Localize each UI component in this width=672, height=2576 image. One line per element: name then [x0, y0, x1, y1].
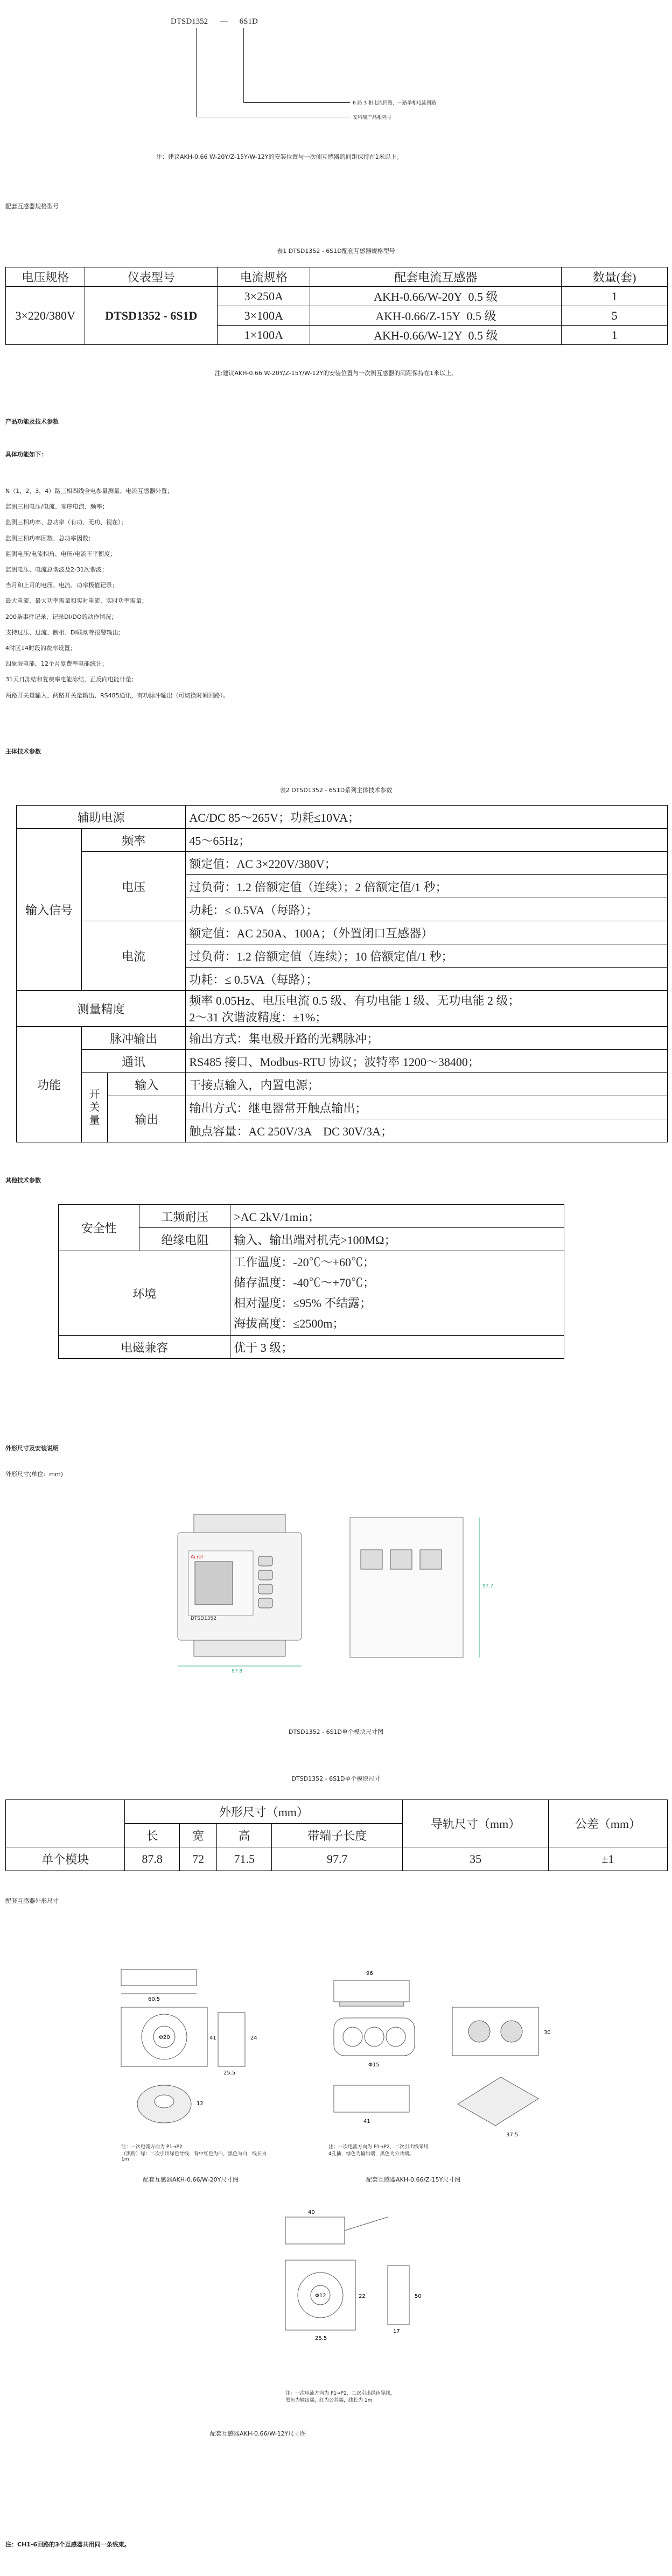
ct3-dim: 40	[308, 2210, 315, 2215]
t4-cell: 72	[180, 1847, 217, 1871]
t4-sub: 高	[217, 1824, 272, 1847]
t1-ct-class: 0.5 级	[468, 329, 498, 342]
t4-h-tol: 公差（mm）	[548, 1800, 667, 1847]
function-item: 监测电压/电流相角、电压/电流不平衡度；	[5, 550, 116, 557]
t1-ct	[310, 326, 562, 345]
footnote: 注：CH1-6回路的3个互感器共用同一条线束。	[5, 2541, 130, 2548]
ct2-iso-view	[458, 2077, 538, 2126]
ct3-dim: 50	[415, 2293, 422, 2299]
t4-cell: 97.7	[272, 1847, 403, 1871]
meter-lcd-screen	[195, 1562, 233, 1605]
t2-acc-label: 测量精度	[17, 991, 186, 1027]
t3-env-values	[230, 1251, 564, 1336]
table1	[5, 267, 668, 345]
ct1-dim: 24	[250, 2035, 257, 2041]
fig1-caption: DTSD1352 - 6S1D单个模块尺寸图	[288, 1728, 384, 1735]
meter-side-body	[350, 1518, 463, 1657]
t4-row-label: 单个模块	[6, 1847, 125, 1871]
t2-acc-row: 2～31 次谐波精度：±1%；	[189, 1011, 327, 1024]
function-item: 31天日冻结和复费率电能冻结，正反向电能计量；	[5, 676, 137, 683]
section-functions: 具体功能如下：	[5, 451, 47, 458]
t3-env-row: 相对湿度：≤95% 不结露；	[234, 1296, 372, 1310]
ct2-dim: Φ15	[368, 2062, 380, 2068]
t2-curr-row: 额定值：AC 250A、100A；（外置闭口互感器）	[186, 921, 668, 944]
t3-pf-label: 工频耐压	[139, 1205, 230, 1228]
t2-out-label: 输出	[108, 1096, 186, 1142]
t2-pulse-value: 输出方式：集电极开路的光耦脉冲；	[186, 1027, 668, 1050]
ct3-note: 注：一次电流方向为 P1→P2，二次引出绿色导线， 黑色为输出端，红为公共端，线长为 1m	[285, 2391, 395, 2403]
ct2-side-window	[468, 2021, 490, 2042]
meter-side-terminal	[361, 1550, 382, 1569]
ct3-dim: 25.5	[315, 2335, 327, 2341]
model-prefix: DTSD1352	[171, 17, 208, 26]
t2-out-row: 触点容量：AC 250V/3A DC 30V/3A；	[186, 1119, 668, 1142]
t2-comm-label: 通讯	[81, 1050, 185, 1073]
function-item: 200条事件记录，记录DI/DO的动作情况；	[5, 613, 117, 620]
meter-top-terminal	[194, 1514, 285, 1533]
ct2-top-view	[334, 1980, 409, 2002]
ct1-dim: 12	[197, 2101, 204, 2107]
function-item: 四象限电能，12个月复费率电能统计；	[5, 660, 108, 668]
t4-cell: 35	[403, 1847, 548, 1871]
t2-out-row: 输出方式：继电器常开触点输出；	[186, 1096, 668, 1119]
t4-cell: 87.8	[125, 1847, 180, 1871]
t1-header: 配套电流互感器	[310, 267, 562, 287]
t2-aux-label: 辅助电源	[17, 806, 186, 829]
t2-volt-row: 过负荷：1.2 倍额定值（连续）；2 倍额定值/1 秒；	[186, 875, 668, 898]
t1-voltage: 3×220/380V	[6, 287, 85, 345]
t1-header: 电压规格	[6, 267, 85, 287]
t3-emc-value: 优于 3 级；	[230, 1336, 564, 1359]
t2-curr-row: 功耗：≤ 0.5VA（每路）；	[186, 968, 668, 991]
function-item: 监测电压、电流总谐波及2-31次谐波；	[5, 566, 108, 574]
t4-cell: 71.5	[217, 1847, 272, 1871]
meter-key-button[interactable]	[258, 1570, 272, 1580]
model-code	[171, 17, 258, 26]
table4	[5, 1799, 668, 1871]
ct2-bottom-view	[334, 2085, 409, 2112]
t1-header: 仪表型号	[85, 267, 218, 287]
ct3-lead-wire	[345, 2217, 388, 2231]
ct3-top-view	[285, 2217, 345, 2244]
t4-cell: ±1	[548, 1847, 667, 1871]
ct2-window-c	[386, 2027, 405, 2046]
t1-current: 1×100A	[218, 326, 310, 345]
t4-sub: 带端子长度	[272, 1824, 403, 1847]
ct1-caption: 配套互感器AKH-0.66/W-20Y尺寸图	[143, 2176, 239, 2183]
meter-side-terminal	[420, 1550, 442, 1569]
t2-pulse-label: 脉冲输出	[81, 1027, 185, 1050]
ct3-dim: 17	[393, 2328, 400, 2334]
table3	[58, 1204, 564, 1359]
section-dims: 外形尺寸及安装说明	[5, 1445, 59, 1452]
ct2-base	[339, 2002, 404, 2006]
meter-front-view	[172, 1512, 350, 1674]
t1-qty: 5	[562, 306, 668, 326]
ct3-caption: 配套互感器AKH-0.66/W-12Y尺寸图	[210, 2430, 306, 2437]
t2-acc-values	[186, 991, 668, 1027]
ct2-dim: 30	[544, 2030, 551, 2036]
code-line-v2	[196, 28, 197, 117]
section-main-params: 主体技术参数	[5, 748, 41, 755]
t2-freq-label: 频率	[81, 829, 185, 852]
model-dash: —	[219, 17, 228, 26]
meter-key-button[interactable]	[258, 1598, 272, 1608]
t3-env-row: 储存温度：-40℃～+70℃；	[234, 1276, 375, 1289]
t3-ins-label: 绝缘电阻	[139, 1228, 230, 1251]
t2-volt-label: 电压	[81, 852, 185, 921]
function-item: 两路开关量输入、两路开关量输出、RS485通讯，有功脉冲输出（可切换时间回路）。	[5, 691, 229, 699]
ct1-drawing	[110, 1964, 293, 2169]
meter-model-label: DTSD1352	[191, 1616, 216, 1621]
ct2-drawing	[323, 1964, 571, 2169]
t1-qty: 1	[562, 287, 668, 306]
meter-brand: Acrel	[191, 1555, 203, 1560]
table2	[16, 805, 668, 1142]
function-item: 监测三相电压/电流、零序电流、频率；	[5, 503, 108, 511]
t3-env-label: 环境	[59, 1251, 230, 1336]
ct1-dim: 60.5	[148, 1996, 160, 2002]
ct1-iso-window	[155, 2095, 174, 2108]
t3-safety-label: 安全性	[59, 1205, 139, 1251]
function-item: 当月和上月的电压、电流、功率极值记录；	[5, 582, 118, 589]
t1-current: 3×250A	[218, 287, 310, 306]
model-suffix: 6S1D	[239, 17, 258, 26]
ct2-side-view	[452, 2007, 538, 2056]
code-desc-1: 6 路 3 相电流回路，一路单相电流回路	[353, 101, 437, 106]
meter-side-view	[345, 1512, 501, 1674]
section-features: 产品功能及技术参数	[5, 418, 59, 425]
ct2-note: 注：一次电流方向为 P1→P2，二次引出线采用 4孔插，绿色为输出端，黑色为公共端。	[328, 2144, 429, 2157]
t2-in-label: 输入	[108, 1073, 186, 1096]
t1-ct-name: AKH-0.66/W-20Y	[374, 290, 463, 304]
table4-caption: DTSD1352 - 6S1D单个模块尺寸	[291, 1775, 381, 1782]
ct1-dim: Φ20	[159, 2035, 170, 2041]
ct3-dim: 22	[359, 2293, 366, 2299]
meter-height-dim: 97.7	[482, 1584, 494, 1589]
ct3-side-view	[388, 2266, 409, 2325]
code-desc-2: 安科瑞产品系列号	[353, 115, 392, 121]
t2-volt-row: 功耗：≤ 0.5VA（每路）；	[186, 898, 668, 921]
section-other-params: 其他技术参数	[5, 1177, 41, 1184]
t2-curr-row: 过负荷：1.2 倍额定值（连续）；10 倍额定值/1 秒；	[186, 944, 668, 968]
t3-env-row: 工作温度：-20℃～+60℃；	[234, 1255, 375, 1269]
t2-acc-row: 频率 0.05Hz、电压电流 0.5 级、有功电能 1 级、无功电能 2 级；	[189, 994, 520, 1007]
t3-ins-value: 输入、输出端对机壳>100MΩ；	[230, 1228, 564, 1251]
code-line-v1	[243, 28, 244, 102]
t2-aux-value: AC/DC 85～265V；功耗≤10VA；	[186, 806, 668, 829]
t4-h-dims: 外形尺寸（mm）	[125, 1800, 403, 1824]
t2-comm-value: RS485 接口、Modbus-RTU 协议；波特率 1200～38400；	[186, 1050, 668, 1073]
function-item: N（1，2，3，4）路三相四线全电参量测量、电流互感器外置；	[5, 488, 173, 495]
t2-freq-value: 45～65Hz；	[186, 829, 668, 852]
ct2-front-view	[334, 2018, 415, 2056]
function-item: 4时区14时段的费率设置；	[5, 645, 76, 652]
meter-key-button[interactable]	[258, 1584, 272, 1594]
code-line-h1	[243, 102, 350, 103]
function-item: 支持过压、过流、断相、DI联动等报警输出；	[5, 629, 124, 636]
t1-model: DTSD1352 - 6S1D	[85, 287, 218, 345]
ct2-caption: 配套互感器AKH-0.66/Z-15Y尺寸图	[366, 2176, 461, 2183]
t2-in-value: 干接点输入，内置电源；	[186, 1073, 668, 1096]
table2-caption: 表2 DTSD1352 - 6S1D系列主体技术参数	[279, 787, 393, 794]
meter-bottom-terminal	[194, 1640, 285, 1656]
t2-curr-label: 电流	[81, 921, 185, 991]
t1-ct-class: 0.5 级	[468, 290, 498, 304]
t1-ct-name: AKH-0.66/Z-15Y	[375, 309, 461, 323]
function-item: 最大电流、最大功率需量和实时电流、实时功率需量；	[5, 597, 148, 605]
ct2-dim: 37.5	[506, 2132, 519, 2138]
meter-width-dim: 87.8	[232, 1669, 243, 1674]
meter-side-terminal	[390, 1550, 412, 1569]
note-top: 注：建议AKH-0.66 W-20Y/Z-15Y/W-12Y的安装位置与一次侧互感器的间距保持在1米以上。	[156, 153, 403, 160]
t2-func-label: 功能	[17, 1027, 82, 1142]
ct1-side-view	[218, 2013, 245, 2066]
t4-sub: 长	[125, 1824, 180, 1847]
t2-volt-row: 额定值：AC 3×220V/380V；	[186, 852, 668, 875]
ct3-dim: Φ12	[315, 2293, 326, 2299]
function-item: 监测三相功率因数、总功率因数；	[5, 534, 94, 542]
section-ct-spec: 配套互感器规格型号	[5, 203, 59, 210]
ct1-dim: 41	[209, 2035, 216, 2041]
functions-list	[5, 483, 229, 703]
meter-key-button[interactable]	[258, 1556, 272, 1566]
table1-note: 注:建议AKH-0.66 W-20Y/Z-15Y/W-12Y的安装位置与一次侧互感器的间距保持在1米以上。	[214, 370, 458, 377]
ct1-dim: 25.5	[223, 2070, 236, 2076]
t1-ct	[310, 287, 562, 306]
ct2-side-window	[501, 2021, 522, 2042]
t3-emc-label: 电磁兼容	[59, 1336, 230, 1359]
ct2-dim: 41	[363, 2119, 370, 2125]
t1-ct-name: AKH-0.66/W-12Y	[374, 329, 463, 342]
function-item: 监测三相功率、总功率（有功、无功、视在）；	[5, 519, 127, 526]
t3-env-row: 海拔高度：≤2500m；	[234, 1317, 345, 1330]
t1-current: 3×100A	[218, 306, 310, 326]
t2-switch-label: 开关量	[81, 1073, 107, 1142]
t2-input-label: 输入信号	[17, 829, 82, 991]
ct2-window-b	[365, 2027, 384, 2046]
ct1-note: 注：一次电流方向为 P1→P2 （黑粉）绿：二次引出绿色导线，背中红色为白，黑色为白，线长为 1m	[121, 2144, 267, 2162]
t4-blank-cell	[6, 1800, 125, 1847]
ct2-window-a	[343, 2027, 362, 2046]
table1-caption: 表1 DTSD1352 - 6S1D配套互感器规格型号	[277, 248, 395, 255]
t4-h-rail: 导轨尺寸（mm）	[403, 1800, 548, 1847]
t1-ct-class: 0.5 级	[466, 309, 496, 323]
t4-sub: 宽	[180, 1824, 217, 1847]
section-ct-dims: 配套互感器外形尺寸	[5, 1897, 59, 1904]
t1-ct	[310, 306, 562, 326]
t1-qty: 1	[562, 326, 668, 345]
t1-header: 数量(套)	[562, 267, 668, 287]
t3-pf-value: >AC 2kV/1min；	[230, 1205, 564, 1228]
ct1-top-view	[121, 1970, 197, 1986]
t1-header: 电流规格	[218, 267, 310, 287]
section-dims-sub: 外形尺寸(单位：mm)	[5, 1471, 64, 1478]
ct2-dim: 96	[366, 1971, 373, 1977]
